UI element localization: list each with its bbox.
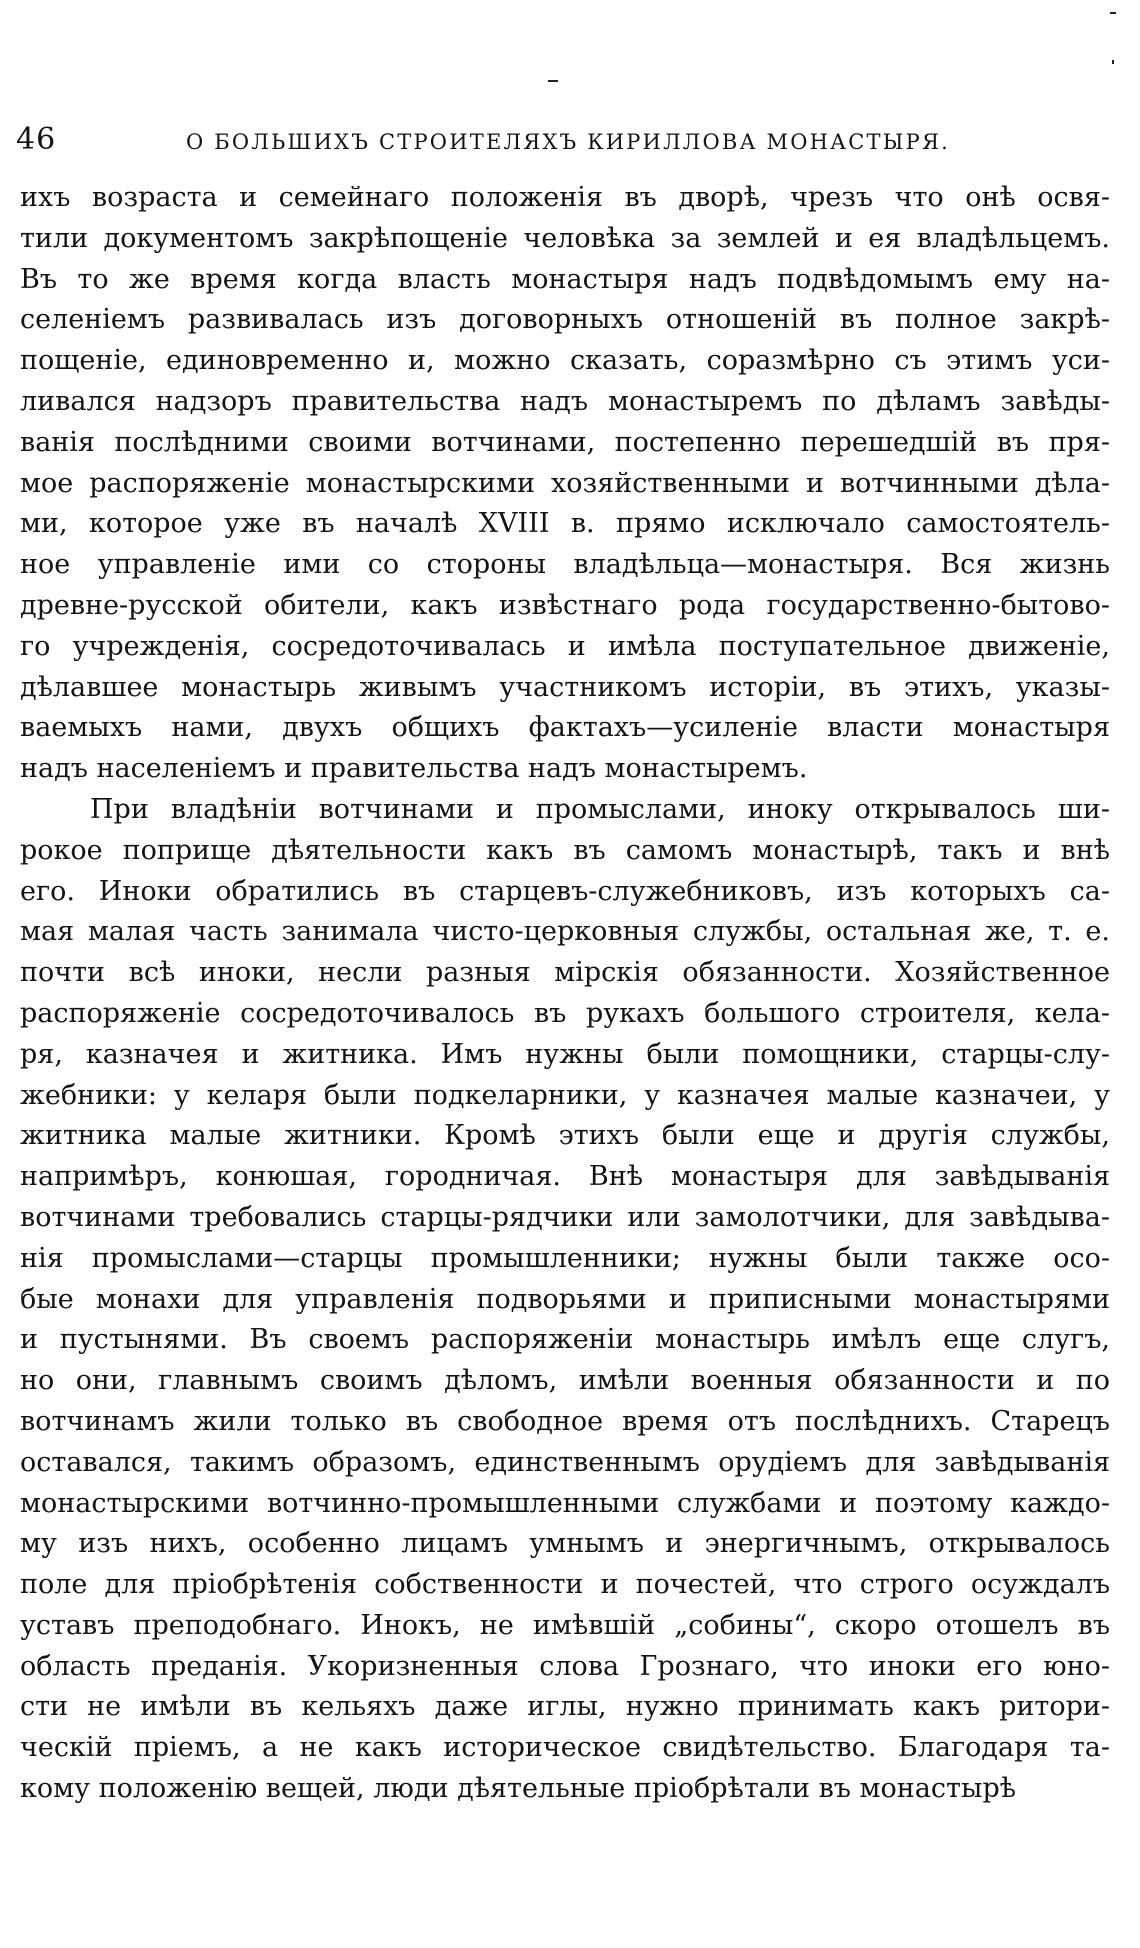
text-line: кому положенію вещей, люди дѣятельные пріобрѣтали въ монастырѣ [20,1773,1017,1805]
text-line: При владѣніи вотчинами и промыслами, иноку открывалось ши- [90,793,1110,825]
text-line: но они, главнымъ своимъ дѣломъ, имѣли военныя обязанности и по [20,1365,1110,1397]
text-line: ливался надзоръ правительства надъ монастыремъ по дѣламъ завѣды- [20,385,1110,417]
text-line: дѣлавшее монастырь живымъ участникомъ исторіи, въ этихъ, указы- [20,671,1110,703]
text-line: ми, которое уже въ началѣ XVIII в. прямо исключало самостоятель- [20,508,1110,540]
text-line: мое распоряженіе монастырскими хозяйственными и вотчинными дѣла- [20,467,1110,499]
text-line: монастырскими вотчинно-промышленными службами и поэтому каждо- [20,1487,1110,1519]
text-line: ваемыхъ нами, двухъ общихъ фактахъ—усиленіе власти монастыря [20,712,1110,744]
text-line: распоряженіе сосредоточивалось въ рукахъ большого строителя, кела- [20,997,1110,1029]
text-line: вотчинами требовались старцы-рядчики или замолотчики, для завѣдыва- [20,1201,1110,1233]
scan-speck [548,80,558,82]
text-line: напримѣръ, конюшая, городничая. Внѣ монастыря для завѣдыванія [20,1161,1110,1193]
text-line: его. Иноки обратились въ старцевъ-служебниковъ, изъ которыхъ са- [20,875,1110,907]
text-line: бые монахи для управленія подворьями и приписными монастырями [20,1283,1110,1315]
text-line: поле для пріобрѣтенія собственности и почестей, что строго осуждалъ [20,1569,1110,1601]
text-line: Въ то же время когда власть монастыря надъ подвѣдомымъ ему на- [20,263,1110,295]
body-text [20,178,1110,1810]
text-line: ное управленіе ими со стороны владѣльца—монастыря. Вся жизнь [20,549,1110,581]
page-number: 46 [16,122,57,157]
text-line: ческій пріемъ, а не какъ историческое свидѣтельство. Благодаря та- [20,1732,1110,1764]
text-line: нія промыслами—старцы промышленники; нужны были также осо- [20,1242,1110,1274]
text-line: область преданія. Укоризненныя слова Грознаго, что иноки его юно- [20,1650,1110,1682]
text-line: почти всѣ иноки, несли разныя мірскія обязанности. Хозяйственное [20,957,1110,989]
text-line: надъ населеніемъ и правительства надъ монастыремъ. [20,753,808,785]
text-line: вотчинамъ жили только въ свободное время отъ послѣднихъ. Старецъ [20,1405,1110,1437]
paragraph [20,790,1110,1810]
text-line: ихъ возраста и семейнаго положенія въ дворѣ, чрезъ что онѣ освя- [20,182,1110,213]
text-line: селеніемъ развивалась изъ договорныхъ отношеній въ полное закрѣ- [20,304,1110,336]
text-line: ря, казначея и житника. Имъ нужны были помощники, старцы-слу- [20,1038,1110,1070]
text-line: и пустынями. Въ своемъ распоряженіи монастырь имѣлъ еще слугъ, [20,1324,1110,1356]
text-line: оставался, такимъ образомъ, единственнымъ орудіемъ для завѣдыванія [20,1446,1110,1478]
text-line: мая малая часть занимала чисто-церковныя службы, остальная же, т. е. [20,916,1110,948]
running-head: О БОЛЬШИХЪ СТРОИТЕЛЯХЪ КИРИЛЛОВА МОНАСТЫРЯ. [186,130,950,154]
scan-speck [1112,60,1114,64]
text-line: тили документомъ закрѣпощеніе человѣка за землей и ея владѣльцемъ. [20,222,1110,254]
scan-speck [1110,12,1116,14]
text-line: уставъ преподобнаго. Инокъ, не имѣвшій „собины“, скоро отошелъ въ [20,1609,1110,1641]
page-header [16,120,1106,160]
text-line: сти не имѣли въ кельяхъ даже иглы, нужно принимать какъ ритори- [20,1691,1110,1723]
text-line: му изъ нихъ, особенно лицамъ умнымъ и энергичнымъ, открывалось [20,1528,1110,1560]
text-line: ванія послѣдними своими вотчинами, постепенно перешедшій въ пря- [20,426,1110,458]
text-line: житника малые житники. Кромѣ этихъ были еще и другія службы, [20,1120,1110,1152]
text-line: рокое поприще дѣятельности какъ въ самомъ монастырѣ, такъ и внѣ [20,834,1110,866]
text-line: жебники: у келаря были подкеларники, у казначея малые казначеи, у [20,1079,1110,1111]
paragraph [20,178,1110,790]
text-line: го учрежденія, сосредоточивалась и имѣла поступательное движеніе, [20,630,1110,662]
text-line: древне-русской обители, какъ извѣстнаго рода государственно-бытово- [20,589,1110,621]
text-line: пощеніе, единовременно и, можно сказать, соразмѣрно съ этимъ уси- [20,345,1110,377]
